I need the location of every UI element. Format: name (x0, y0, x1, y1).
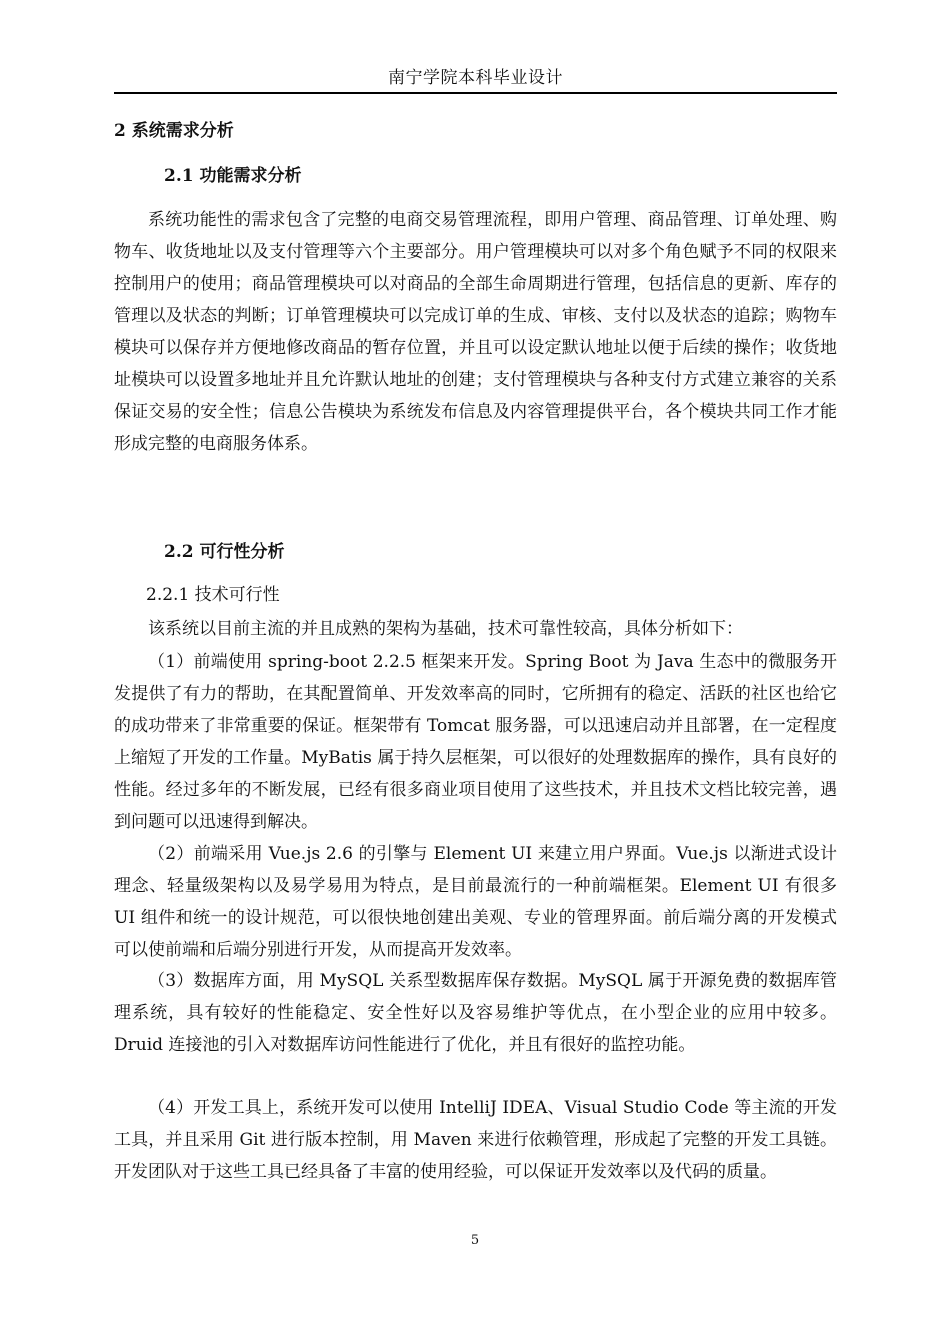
subsection-heading-functional: 2.1 功能需求分析 (164, 166, 302, 186)
page-header-title: 南宁学院本科毕业设计 (388, 68, 563, 88)
subsubsection-heading-technical: 2.2.1 技术可行性 (146, 585, 280, 605)
page-number: 5 (470, 1233, 480, 1248)
subsection-heading-feasibility: 2.2 可行性分析 (164, 542, 285, 562)
feasibility-item-1: （1）前端使用 spring-boot 2.2.5 框架来开发。Spring Boot 为 Java 生态中的微服务开发提供了有力的帮助，在其配置简单、开发效率高的同时，它所拥有的稳定、活跃的社区也给它的成功带来了非常重要的保证。框架带有 Tomcat 服务器，可以迅速启动并且部署，在一定程度上缩短了开发的工作量。MyBatis 属于持久层框架，可以很好的处理数据库的操作，具有良好的性能。经过多年的不断发展，已经有很多商业项目使用了这些技术，并且技术文档比较完善，遇到问题可以迅速得到解决。 (114, 652, 837, 832)
feasibility-item-3: （3）数据库方面，用 MySQL 关系型数据库保存数据。MySQL 属于开源免费的数据库管理系统，具有较好的性能稳定、安全性好以及容易维护等优点，在小型企业的应用中较多。Druid 连接池的引入对数据库访问性能进行了优化，并且有很好的监控功能。 (114, 971, 837, 1055)
header-divider (114, 92, 837, 94)
technical-feasibility-intro: 该系统以目前主流的并且成熟的架构为基础，技术可靠性较高，具体分析如下： (148, 619, 743, 639)
section-heading: 2 系统需求分析 (114, 121, 234, 141)
functional-requirements-paragraph: 系统功能性的需求包含了完整的电商交易管理流程，即用户管理、商品管理、订单处理、购物车、收货地址以及支付管理等六个主要部分。用户管理模块可以对多个角色赋予不同的权限来控制用户的使用；商品管理模块可以对商品的全部生命周期进行管理，包括信息的更新、库存的管理以及状态的判断；订单管理模块可以完成订单的生成、审核、支付以及状态的追踪；购物车模块可以保存并方便地修改商品的暂存位置，并且可以设定默认地址以便于后续的操作；收货地址模块可以设置多地址并且允许默认地址的创建；支付管理模块与各种支付方式建立兼容的关系保证交易的安全性；信息公告模块为系统发布信息及内容管理提供平台，各个模块共同工作才能形成完整的电商服务体系。 (114, 210, 837, 454)
feasibility-item-4: （4）开发工具上，系统开发可以使用 IntelliJ IDEA、Visual Studio Code 等主流的开发工具，并且采用 Git 进行版本控制，用 Maven 来进行依赖管理，形成起了完整的开发工具链。开发团队对于这些工具已经具备了丰富的使用经验，可以保证开发效率以及代码的质量。 (114, 1098, 837, 1182)
feasibility-item-2: （2）前端采用 Vue.js 2.6 的引擎与 Element UI 来建立用户界面。Vue.js 以渐进式设计理念、轻量级架构以及易学易用为特点，是目前最流行的一种前端框架。Element UI 有很多 UI 组件和统一的设计规范，可以很快地创建出美观、专业的管理界面。前后端分离的开发模式可以使前端和后端分别进行开发，从而提高开发效率。 (114, 844, 837, 960)
